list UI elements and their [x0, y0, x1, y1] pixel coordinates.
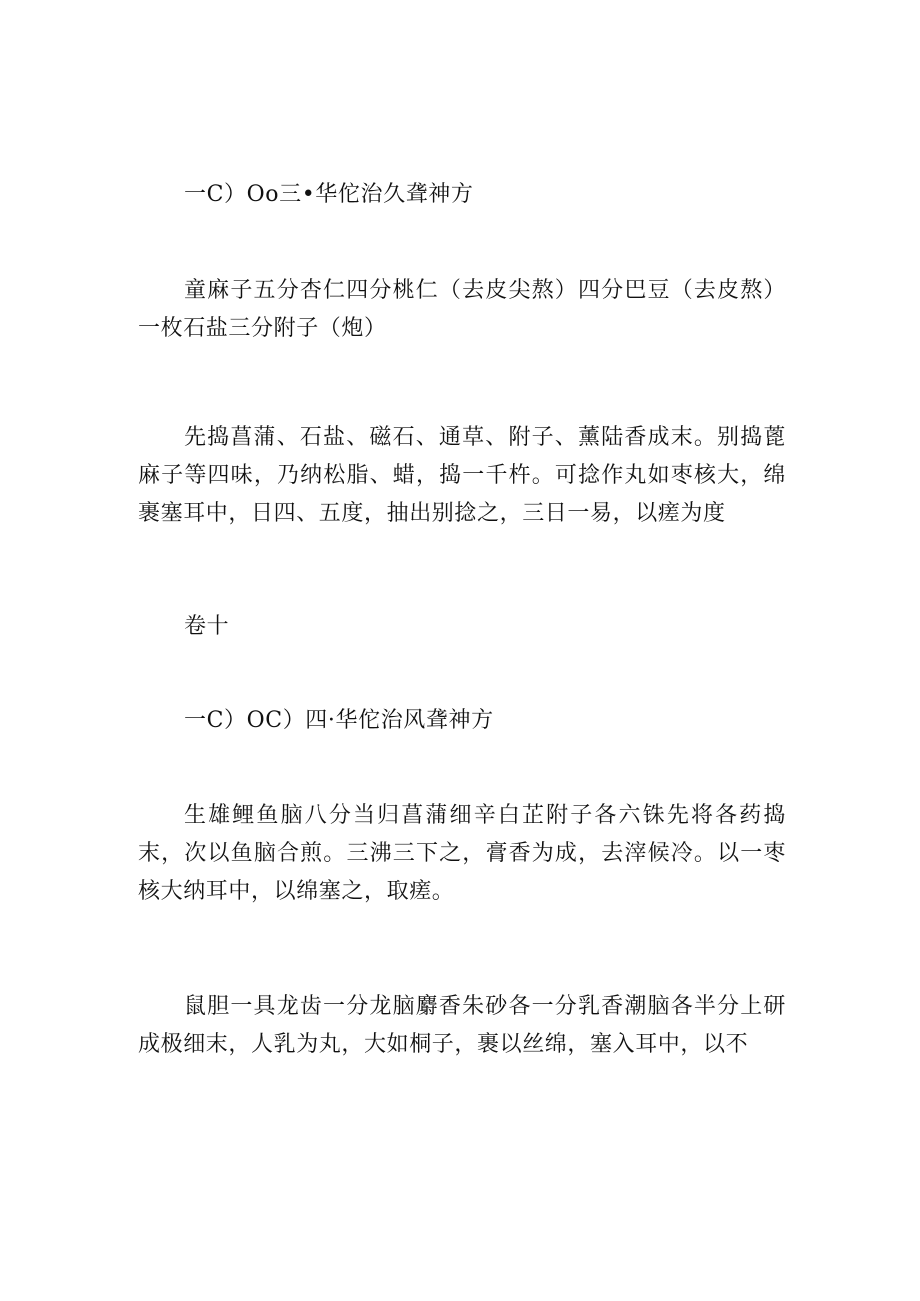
volume-heading: 卷十: [184, 614, 230, 639]
ingredients-paragraph: 童麻子五分杏仁四分桃仁（去皮尖熬）四分巴豆（去皮熬）一枚石盐三分附子（炮）: [138, 278, 786, 341]
preparation-paragraph: 先捣菖蒲、石盐、磁石、通草、附子、薰陆香成末。别捣蓖麻子等四味，乃纳松脂、蜡，捣一千杵。可捻作丸如枣核大，绵裹塞耳中，日四、五度，抽出别捻之，三日一易，以瘥为度: [138, 425, 786, 526]
carp-brain-recipe-paragraph: 生雄鲤鱼脑八分当归菖蒲细辛白芷附子各六铢先将各药捣末，次以鱼脑合煎。三沸三下之，膏香为成，去滓候冷。以一枣核大纳耳中，以绵塞之，取瘥。: [138, 803, 786, 904]
rat-gallbladder-recipe-paragraph: 鼠胆一具龙齿一分龙脑麝香朱砂各一分乳香潮脑各半分上研成极细末，人乳为丸，大如桐子，裹以丝绵，塞入耳中，以不: [138, 994, 786, 1057]
section-heading-chronic-deafness: 一C）Oo三•华佗治久聋神方: [184, 182, 474, 207]
section-heading-wind-deafness: 一C）OC）四·华佗治风聋神方: [184, 708, 494, 733]
